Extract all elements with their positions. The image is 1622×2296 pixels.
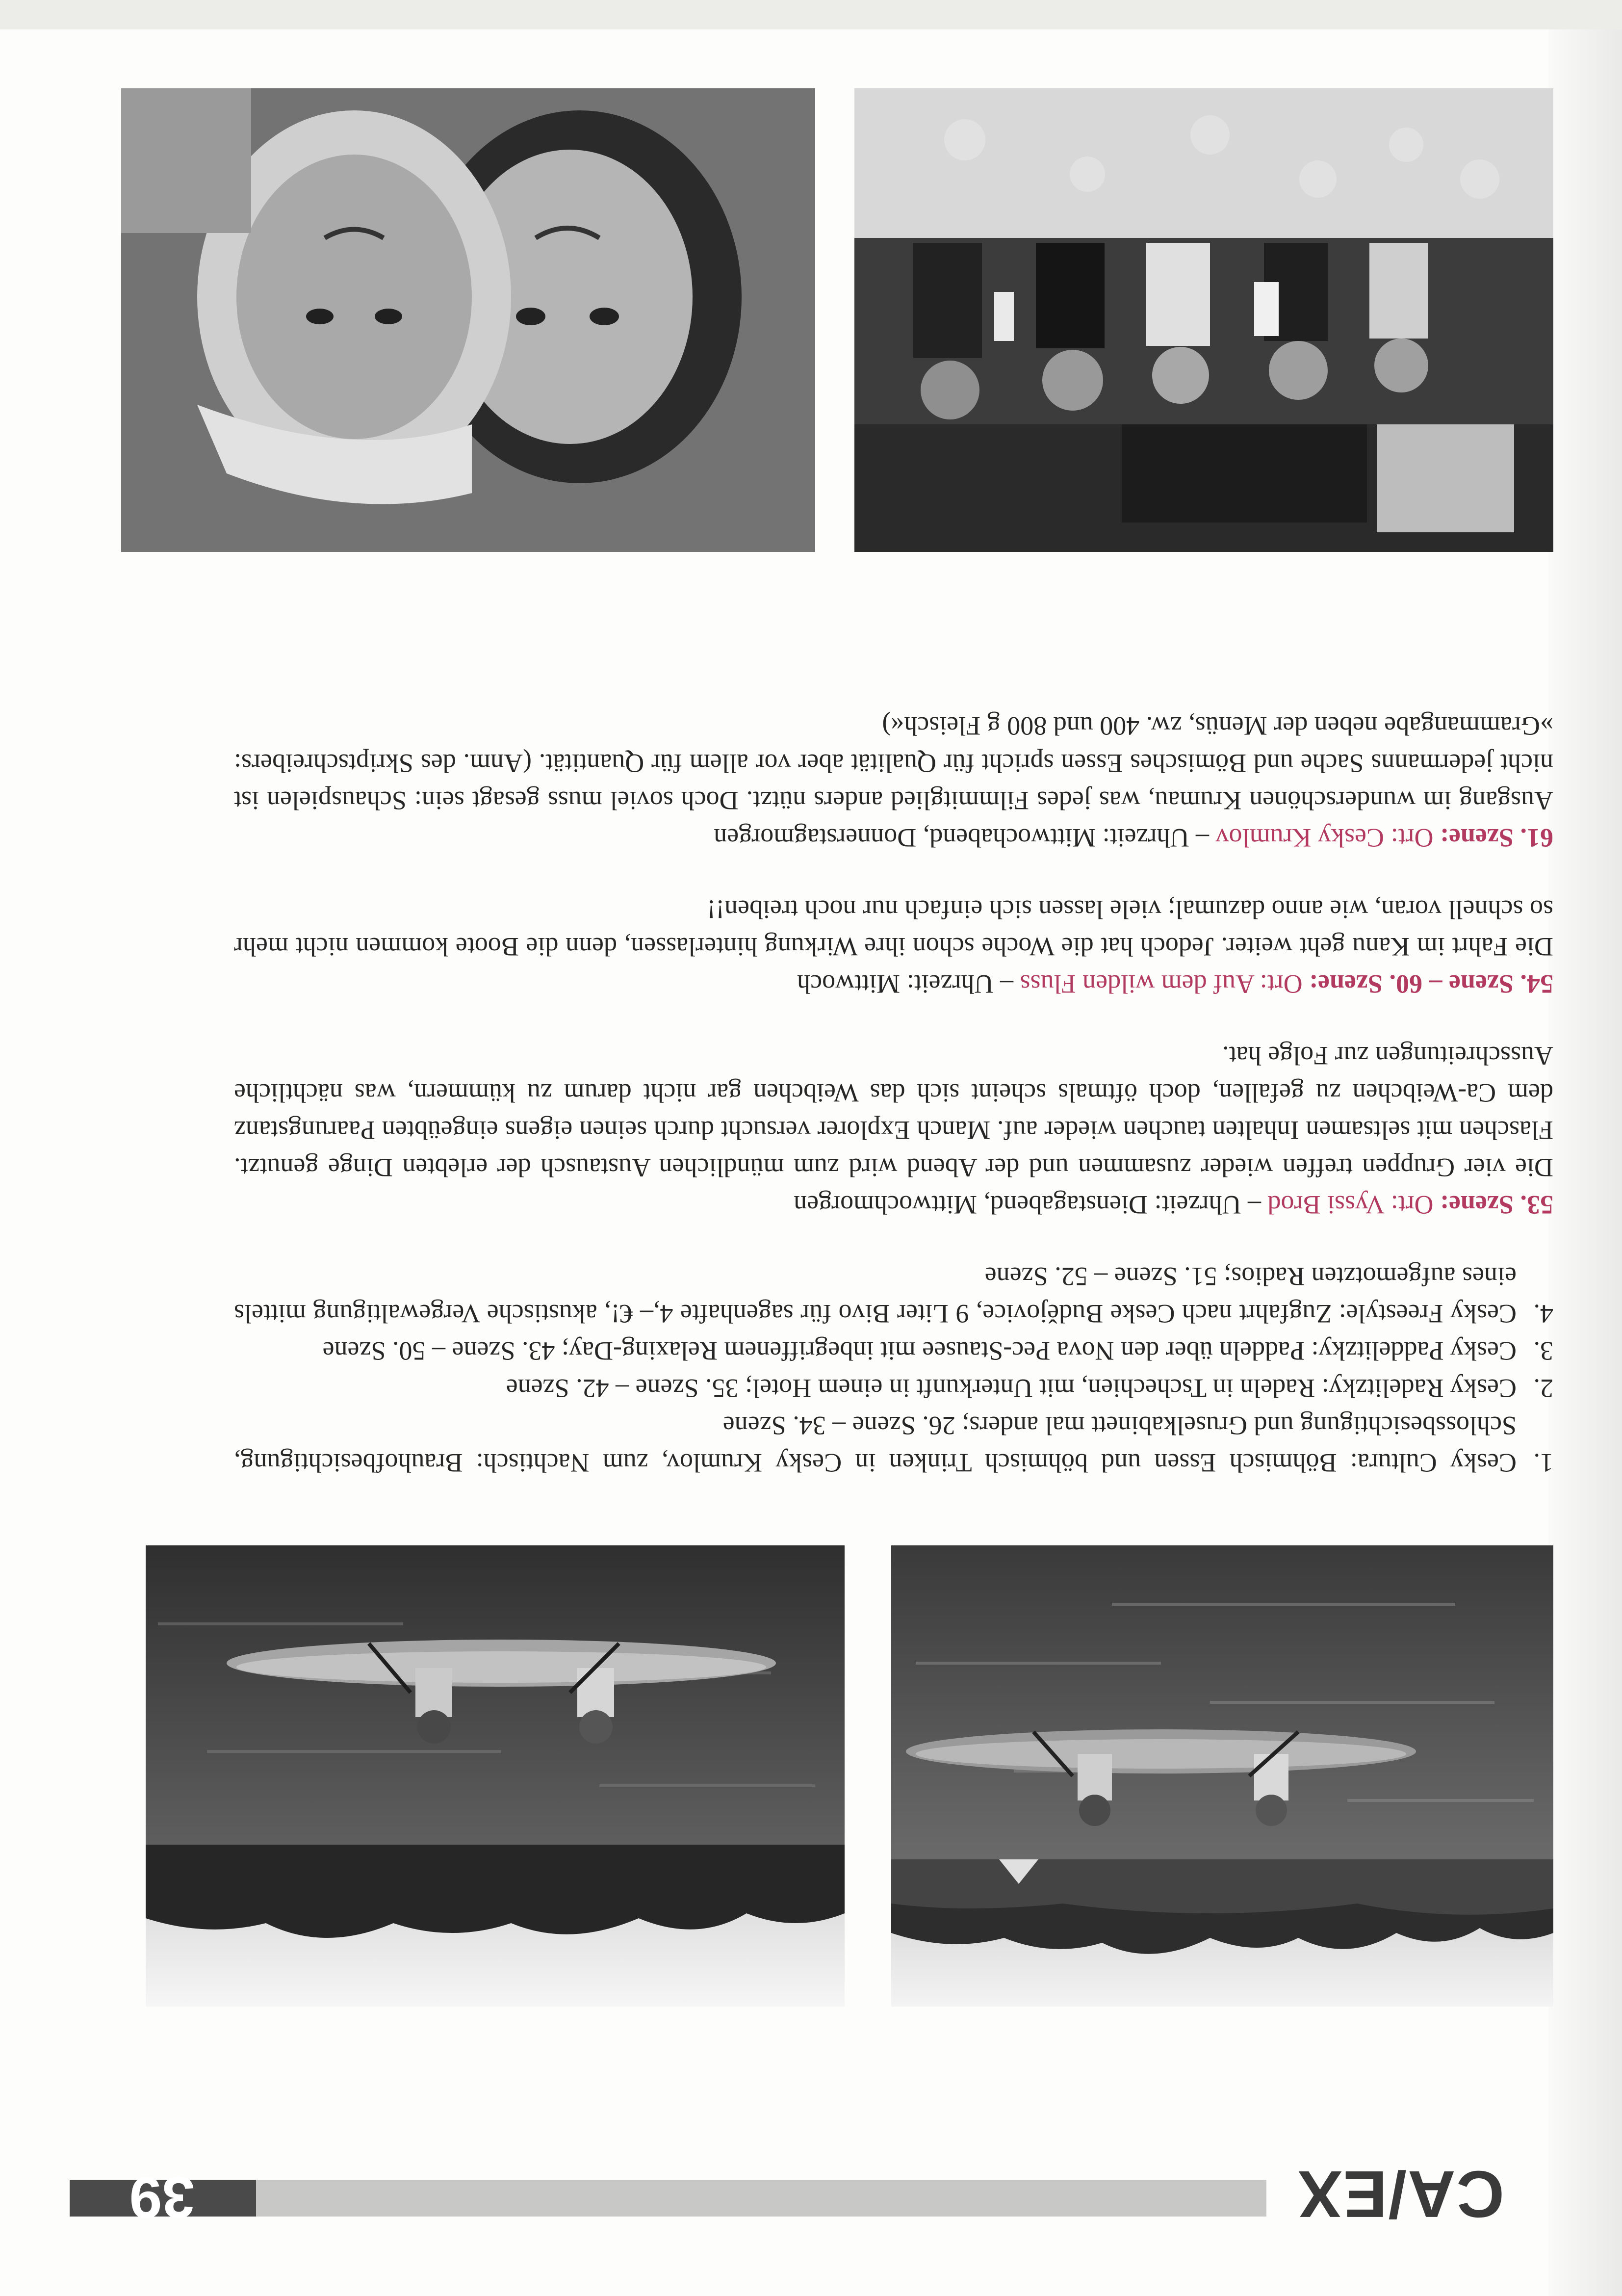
photo-two-girls — [121, 88, 815, 552]
photo-portrait-pair-icon — [121, 88, 815, 552]
photo-canoe-left — [891, 1545, 1553, 2007]
tour-list — [234, 707, 1553, 1482]
scene-heading — [234, 1186, 1553, 1224]
scene-number: 61. Szene: — [1440, 823, 1553, 853]
scene-place: Vyssi Brod — [1267, 1190, 1385, 1220]
list-item — [234, 1258, 1553, 1332]
magazine-title: CA/EX — [1297, 2157, 1504, 2231]
photo-group-room — [854, 88, 1553, 552]
list-number: 1. — [1533, 1448, 1553, 1478]
list-item — [234, 1407, 1553, 1482]
list-text: Cesky Cultura: Böhmisch Essen und böhmisch Trinken in Cesky Krumlov, zum Nachtisch: Brauhofbesichtigung, Schlossbesichtigung und Gruselkabinett mal anders; 26. Szene – 34. Szene — [234, 1411, 1517, 1478]
scene-body: Die vier Gruppen treffen wieder zusammen und der Abend wird zum mündlichen Austausch der erlebten Dinge genutzt. Flaschen mit seltsamen Inhalten tauchen wieder auf. Manch Explorer versucht durch seinen eigens eingeübten Paarungstanz dem Ca-Weibchen zu gefallen, doch öftmals scheint sich das Weibchen gar nicht darum zu kümmern, was nächtliche Ausschreitungen zur Folge hat. — [234, 1041, 1553, 1182]
list-text: Cesky Freestyle: Zugfahrt nach Ceske Budějovice, 9 Liter Bivo für sagenhafte 4,– €!, akustische Vergewaltigung mittels eines aufgemotzten Radios; 51. Szene – 52. Szene — [234, 1262, 1517, 1329]
scene-heading — [234, 965, 1553, 1003]
photo-canoe-right — [146, 1545, 845, 2007]
list-item — [234, 1370, 1553, 1407]
list-number: 3. — [1533, 1336, 1553, 1366]
photo-group-indoor-icon — [854, 88, 1553, 552]
scene-number: 53. Szene: — [1440, 1190, 1553, 1220]
list-number: 2. — [1533, 1374, 1553, 1403]
photo-lake-canoe-icon — [146, 1545, 845, 2007]
list-text: Cesky Paddelitzky: Paddeln über den Nova Pec-Stausee mit inbegriffenem Relaxing-Day; 43. Szene – 50. Szene — [322, 1336, 1517, 1366]
scene-time: – Uhrzeit: Dienstagabend, Mittwochmorgen — [794, 1190, 1268, 1220]
scene-place-label: Ort: — [1390, 823, 1434, 853]
scene-body: Ausgang im wunderschönen Krumau, was jedes Filmmitglied anders nützt. Doch soviel muss gesagt sein: Schauspielen ist nicht jedermanns Sache und Bömisches Essen spricht für Qualität aber vor allem für Quantität. (Anm. des Skriptschreibers: »Grammangabe neben der Menüs, zw. 400 und 800 g Fleisch«) — [234, 711, 1553, 815]
scene-place: Auf dem wilden Fluss — [1020, 969, 1255, 999]
scene-time: – Uhrzeit: Mittwochabend, Donnerstagmorgen — [714, 823, 1216, 853]
scene-place-label: Ort: — [1260, 969, 1303, 999]
header-band — [256, 2180, 1266, 2217]
binding-gutter — [1548, 0, 1622, 2296]
scene-heading — [234, 819, 1553, 857]
page-bottom-edge — [0, 0, 1622, 29]
scene-place-label: Ort: — [1390, 1190, 1434, 1220]
page-number: 39 — [129, 2165, 195, 2230]
photo-lake-canoe-icon — [891, 1545, 1553, 2007]
scene-body: Die Fahrt im Kanu geht weiter. Jedoch hat die Woche schon ihre Wirkung hinterlassen, denn die Boote kommen nicht mehr so schnell voran, wie anno dazumal; viele lassen sich einfach nur noch treiben!! — [234, 895, 1553, 962]
list-item — [234, 1332, 1553, 1370]
list-number: 4. — [1533, 1299, 1553, 1329]
list-text: Cesky Radelitzky: Radeln in Tschechien, mit Unterkunft in einem Hotel; 35. Szene – 42. Szene — [506, 1374, 1517, 1403]
scene-place: Cesky Krumlov — [1215, 823, 1385, 853]
scene-time: – Uhrzeit: Mittwoch — [797, 969, 1020, 999]
scene-number: 54. Szene – 60. Szene: — [1309, 969, 1553, 999]
